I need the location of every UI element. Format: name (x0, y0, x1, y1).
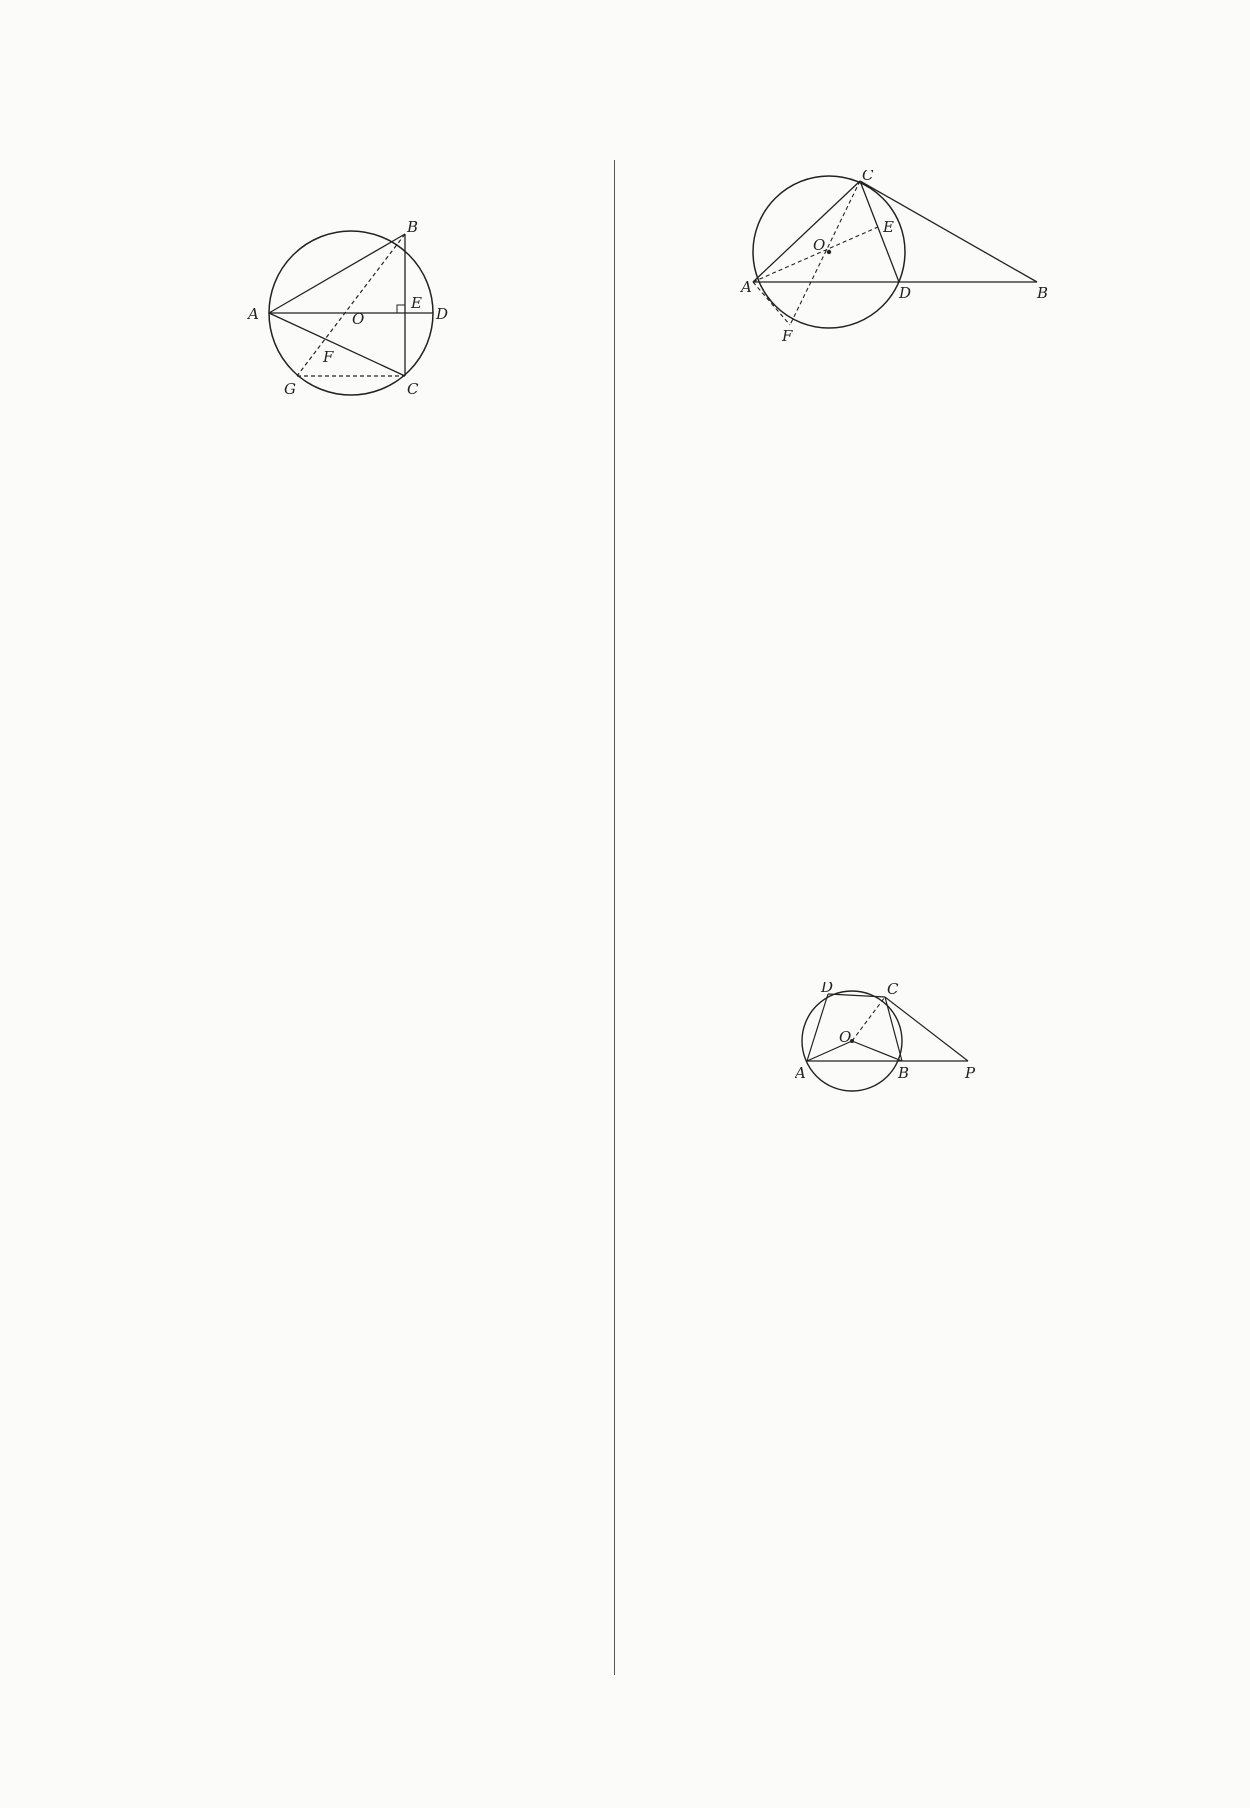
svg-text:O: O (813, 236, 826, 254)
page-footer (108, 1697, 156, 1718)
column-divider (614, 160, 615, 1675)
svg-text:D: D (821, 982, 834, 996)
svg-text:E: E (883, 218, 894, 236)
svg-text:G: G (284, 380, 296, 398)
svg-text:O: O (352, 310, 365, 328)
svg-text:C: C (407, 380, 419, 398)
svg-text:B: B (1037, 284, 1049, 302)
svg-text:B: B (898, 1064, 910, 1082)
svg-text:A: A (741, 278, 752, 296)
svg-text:A: A (795, 1064, 806, 1082)
example1-figure (795, 982, 995, 1094)
svg-text:F: F (782, 327, 793, 345)
right-top-figure (735, 170, 1075, 345)
svg-text:E: E (411, 294, 422, 312)
left-figure (240, 218, 460, 398)
svg-text:D: D (436, 305, 449, 323)
svg-text:A: A (248, 305, 259, 323)
svg-text:F: F (323, 348, 334, 366)
svg-text:C: C (862, 170, 874, 184)
svg-text:P: P (965, 1064, 976, 1082)
svg-text:C: C (887, 982, 899, 998)
svg-text:B: B (407, 218, 419, 236)
svg-text:O: O (839, 1028, 852, 1046)
svg-text:D: D (899, 284, 912, 302)
